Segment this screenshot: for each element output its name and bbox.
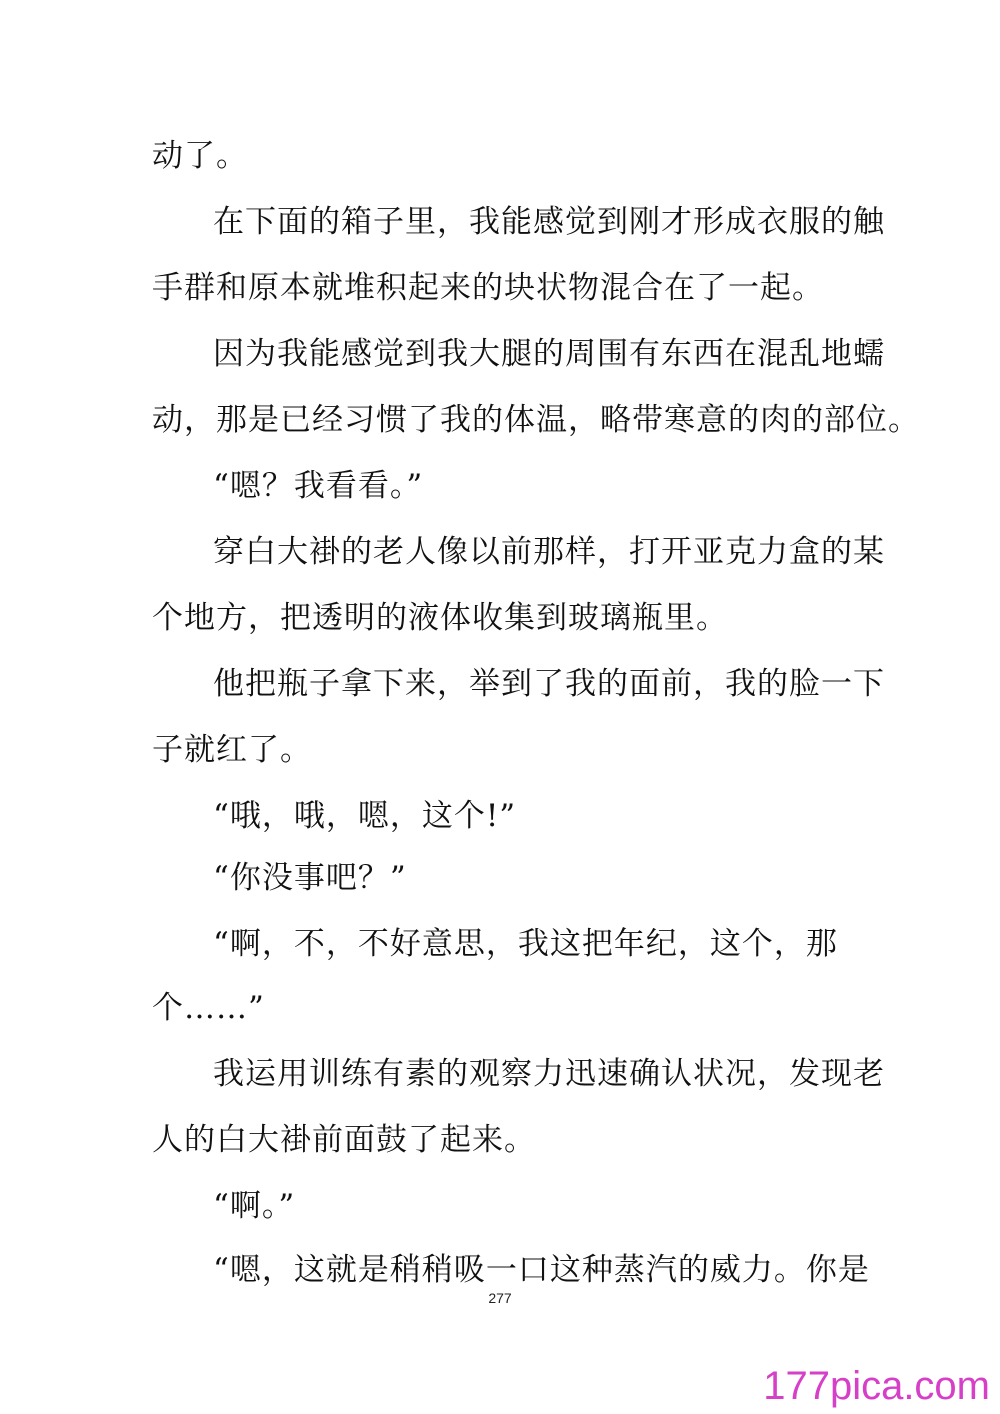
text-line: 动了。 <box>152 138 248 174</box>
text-line: 手群和原本就堆积起来的块状物混合在了一起。 <box>152 270 824 306</box>
watermark: 177pica.com <box>763 1364 990 1408</box>
text-line: 因为我能感觉到我大腿的周围有东西在混乱地蠕 <box>213 336 885 372</box>
text-line: 个……” <box>152 990 265 1026</box>
text-line: 子就红了。 <box>152 732 312 768</box>
text-line: “啊。” <box>213 1188 296 1224</box>
text-line: 穿白大褂的老人像以前那样，打开亚克力盒的某 <box>213 534 885 570</box>
text-line: 动，那是已经习惯了我的体温，略带寒意的肉的部位。 <box>152 402 920 438</box>
page-number: 277 <box>488 1290 512 1306</box>
text-line: 他把瓶子拿下来，举到了我的面前，我的脸一下 <box>213 666 885 702</box>
text-line: 人的白大褂前面鼓了起来。 <box>152 1122 536 1158</box>
text-line: “啊，不，不好意思，我这把年纪，这个，那 <box>213 926 838 962</box>
text-line: 在下面的箱子里，我能感觉到刚才形成衣服的触 <box>213 204 885 240</box>
text-line: “你没事吧？” <box>213 860 407 896</box>
text-line: “哦，哦，嗯，这个!” <box>213 798 517 834</box>
text-line: 我运用训练有素的观察力迅速确认状况，发现老 <box>213 1056 885 1092</box>
text-line: “嗯，这就是稍稍吸一口这种蒸汽的威力。你是 <box>213 1252 870 1288</box>
text-line: 个地方，把透明的液体收集到玻璃瓶里。 <box>152 600 728 636</box>
text-line: “嗯？我看看。” <box>213 468 424 504</box>
